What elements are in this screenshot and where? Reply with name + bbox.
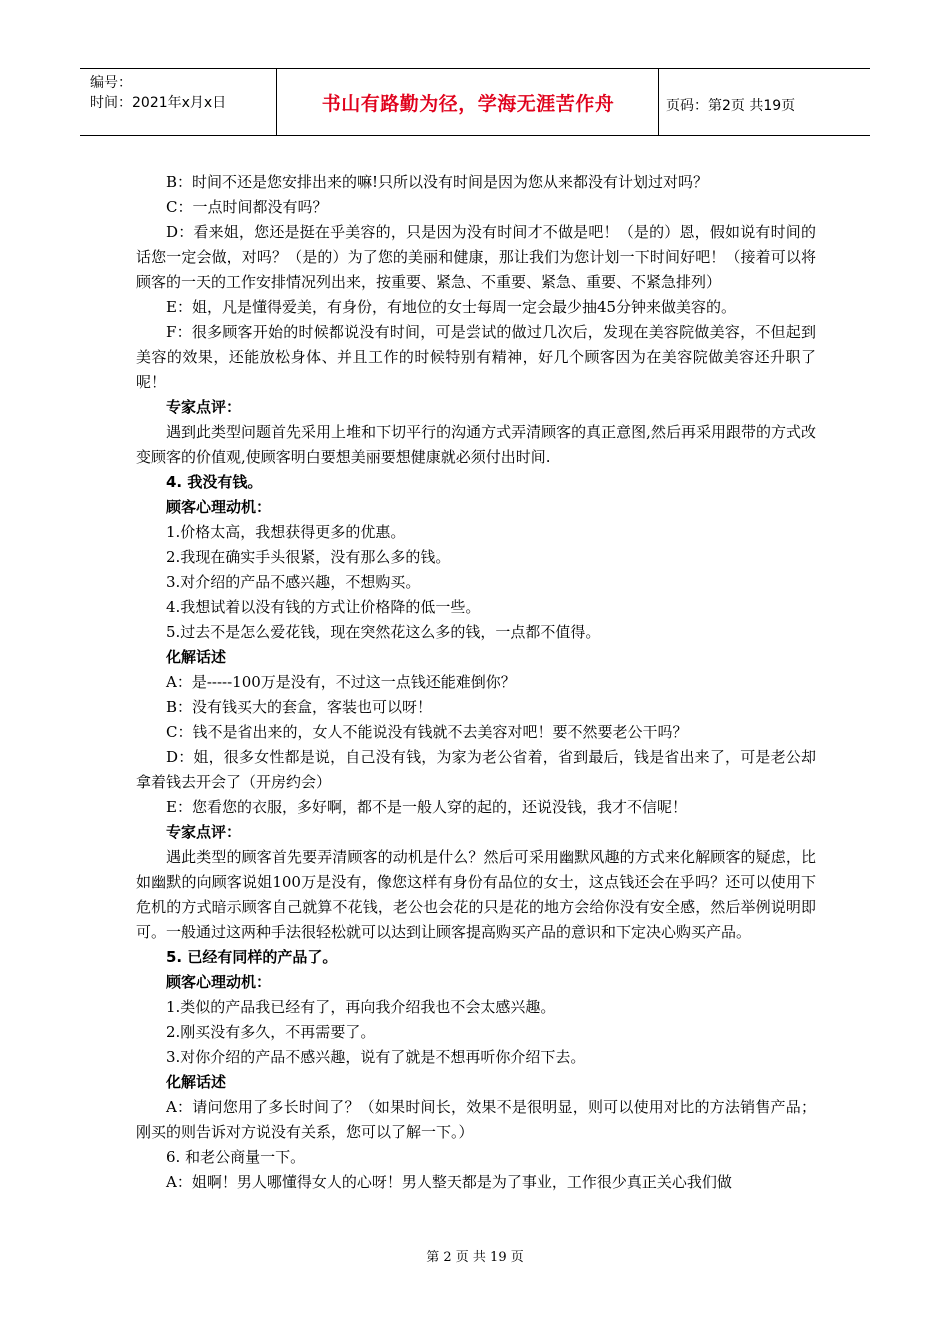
- section-heading: 化解话述: [166, 648, 227, 666]
- section-heading: 4. 我没有钱。: [166, 473, 263, 491]
- paragraph: 2.我现在确实手头很紧，没有那么多的钱。: [166, 548, 451, 566]
- paragraph: 2.刚买没有多久，不再需要了。: [166, 1023, 376, 1041]
- paragraph: A：请问您用了多长时间了？（如果时间长，效果不是很明显，则可以使用对比的方法销售产品；刚买的则告诉对方说没有关系，您可以了解一下。）: [136, 1098, 816, 1141]
- paragraph: D：姐，很多女性都是说，自己没有钱，为家为老公省着，省到最后，钱是省出来了，可是老公却拿着钱去开会了（开房约会）: [136, 748, 816, 791]
- section-heading: 顾客心理动机：: [166, 498, 272, 516]
- page-footer: 第 2 页 共 19 页: [426, 1250, 524, 1265]
- paragraph: 4.我想试着以没有钱的方式让价格降的低一些。: [166, 598, 481, 616]
- paragraph: A：姐啊！男人哪懂得女人的心呀！男人整天都是为了事业，工作很少真正关心我们做: [166, 1173, 732, 1191]
- header-meta: [90, 73, 226, 113]
- section-heading: 专家点评：: [166, 398, 242, 416]
- paragraph: C：钱不是省出来的，女人不能说没有钱就不去美容对吧！要不然要老公干吗？: [166, 723, 688, 741]
- paragraph: F：很多顾客开始的时候都说没有时间，可是尝试的做过几次后，发现在美容院做美容，不但起到美容的效果，还能放松身体、并且工作的时候特别有精神，好几个顾客因为在美容院做美容还升职了呢！: [136, 323, 816, 391]
- document-body: [136, 170, 816, 1195]
- paragraph: 1.价格太高，我想获得更多的优惠。: [166, 523, 406, 541]
- section-heading: 顾客心理动机：: [166, 973, 272, 991]
- paragraph: E：姐，凡是懂得爱美，有身份，有地位的女士每周一定会最少抽45分钟来做美容的。: [166, 298, 737, 316]
- header-motto: 书山有路勤为径，学海无涯苦作舟: [321, 93, 615, 115]
- paragraph: C：一点时间都没有吗？: [166, 198, 328, 216]
- document-date-label: 时间：2021年x月x日: [90, 95, 227, 111]
- document-number-label: 编号：: [90, 75, 132, 91]
- section-heading: 化解话述: [166, 1073, 227, 1091]
- section-heading: 5. 已经有同样的产品了。: [166, 948, 338, 966]
- paragraph: D：看来姐，您还是挺在乎美容的，只是因为没有时间才不做是吧！（是的）恩，假如说有时间的话您一定会做，对吗？（是的）为了您的美丽和健康，那让我们为您计划一下时间好吧！（接着可以将顾客的一天的工作安排情况列出来，按重要、紧急、不重要、紧急、重要、不紧急排列）: [136, 223, 816, 291]
- paragraph: 遇到此类型问题首先采用上堆和下切平行的沟通方式弄清顾客的真正意图,然后再采用跟带的方式改变顾客的价值观,使顾客明白要想美丽要想健康就必须付出时间.: [136, 423, 816, 466]
- paragraph: 3.对介绍的产品不感兴趣，不想购买。: [166, 573, 421, 591]
- paragraph: 遇此类型的顾客首先要弄清顾客的动机是什么？然后可采用幽默风趣的方式来化解顾客的疑虑，比如幽默的向顾客说姐100万是没有，像您这样有身份有品位的女士，这点钱还会在乎吗？还可以使用下危机的方式暗示顾客自己就算不花钱，老公也会花的只是花的地方会给你没有安全感，然后举例说明即可。一般通过这两种手法很轻松就可以达到让顾客提高购买产品的意识和下定决心购买产品。: [136, 848, 816, 941]
- paragraph: 6. 和老公商量一下。: [166, 1148, 306, 1166]
- paragraph: 3.对你介绍的产品不感兴趣，说有了就是不想再听你介绍下去。: [166, 1048, 586, 1066]
- page-header: [80, 68, 870, 136]
- section-heading: 专家点评：: [166, 823, 242, 841]
- paragraph: B：没有钱买大的套盒，客装也可以呀！: [166, 698, 433, 716]
- paragraph: 1.类似的产品我已经有了，再向我介绍我也不会太感兴趣。: [166, 998, 556, 1016]
- header-divider: [276, 69, 277, 135]
- paragraph: B：时间不还是您安排出来的嘛!只所以没有时间是因为您从来都没有计划过对吗？: [166, 173, 709, 191]
- header-page-number: 页码：第2页 共19页: [666, 98, 796, 114]
- paragraph: E：您看您的衣服，多好啊，都不是一般人穿的起的，还说没钱，我才不信呢！: [166, 798, 687, 816]
- paragraph: 5.过去不是怎么爱花钱，现在突然花这么多的钱，一点都不值得。: [166, 623, 601, 641]
- header-divider: [658, 69, 659, 135]
- paragraph: A：是-----100万是没有，不过这一点钱还能难倒你？: [166, 673, 516, 691]
